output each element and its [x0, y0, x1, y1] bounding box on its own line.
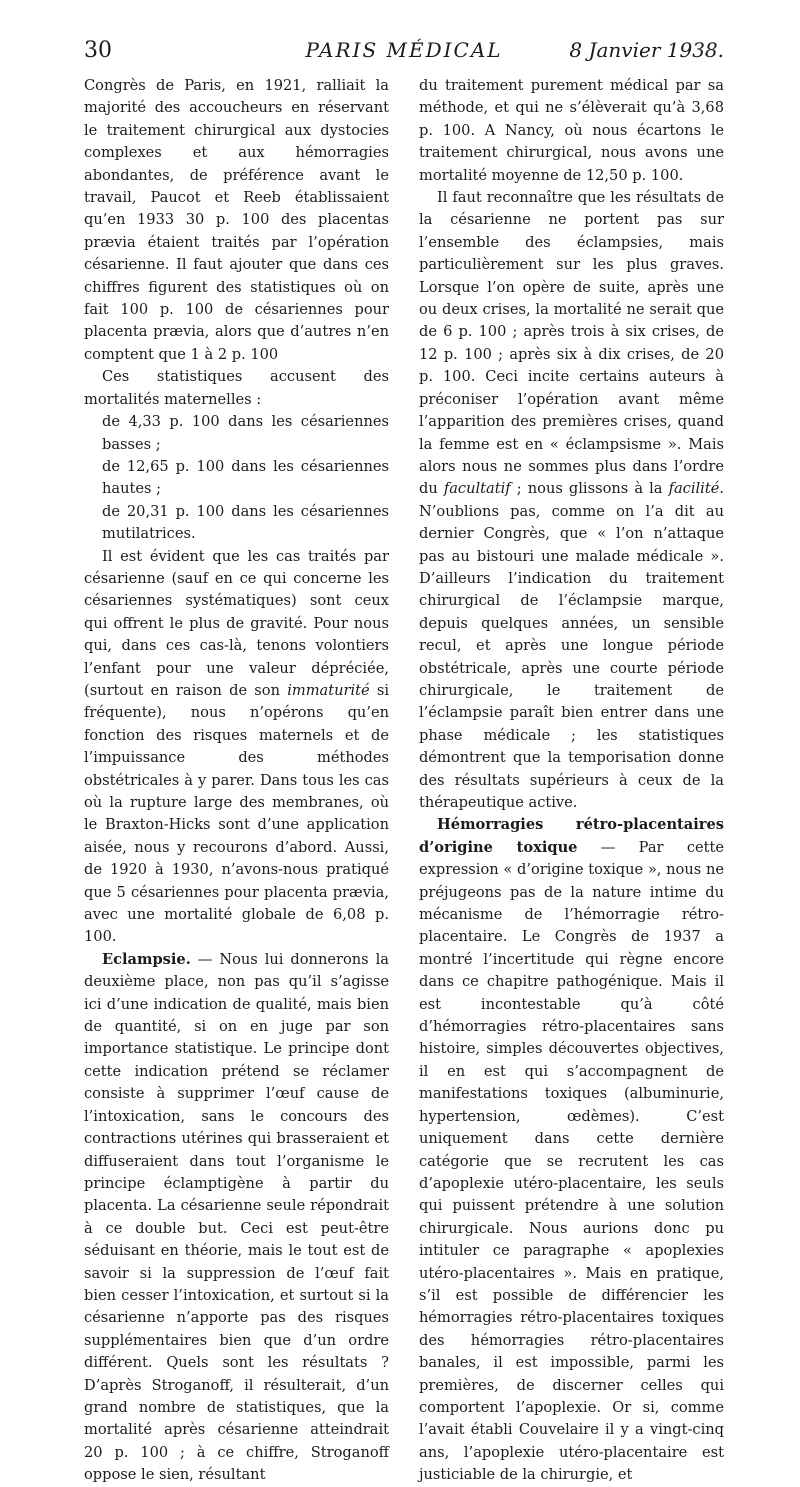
text-run: ; nous glissons à la: [510, 480, 669, 498]
emphasis-text: facilité: [668, 480, 720, 498]
list-item: de 12,65 p. 100 dans les césariennes hautes ;: [102, 457, 389, 498]
page-header: [84, 38, 724, 68]
text-run: Il faut reconnaître que les résultats de la césarienne ne portent pas sur l’ensemble des éclampsies, mais particulièrement sur les plus graves. Lorsque l’on opère de suite, après une ou deux crises, la mortalité ne serait que de 6 p. 100 ; après trois à six crises, de 12 p. 100 ; après six à dix crises, de 20 p. 100. Ceci incite certains auteurs à préconiser l’opération avant même l’apparition des premières crises, quand la femme est en « éclampsisme ». Mais alors nous ne sommes plus dans l’ordre du: [419, 189, 724, 498]
emphasis-text: facultatif: [443, 480, 511, 498]
section-paragraph: [84, 949, 389, 1487]
left-column: [84, 75, 389, 1487]
text-run: si fréquente), nous n’opérons qu’en fonction des risques maternels et de l’impuissance des méthodes obstétricales à y parer. Dans tous les cas où la rupture large des membranes, où le Braxton-Hicks sont d’une application aisée, nous y recourons d’abord. Aussi, de 1920 à 1930, n’avons-nous pratiqué que 5 césariennes pour placenta prævia, avec une mortalité globale de 6,08 p. 100.: [84, 681, 390, 946]
emphasis-text: immaturité: [287, 681, 370, 699]
section-heading: Eclampsie.: [102, 950, 191, 968]
text-run: . N’oublions pas, comme on l’a dit au dernier Congrès, que « l’on n’attaque pas au bistouri une malade médicale ». D’ailleurs l’indication du traitement chirurgical de l’éclampsie marque, depuis quelques années, un sensible recul, et après une longue période obstétricale, après une courte période chirurgicale, le traitement de l’éclampsie paraît bien entrer dans une phase médicale ; les statistiques démontrent que la temporisation donne des résultats supérieurs à ceux de la thérapeutique active.: [419, 480, 724, 811]
running-title: PARIS MÉDICAL: [305, 38, 503, 62]
list-item: de 20,31 p. 100 dans les césariennes mutilatrices.: [102, 502, 389, 543]
paragraph: Congrès de Paris, en 1921, ralliait la majorité des accoucheurs en réservant le traitement chirurgical aux dystocies complexes et aux hémorragies abondantes, de préférence avant le travail, Paucot et Reeb établissaient qu’en 1933 30 p. 100 des placentas prævia étaient traités par l’opération césarienne. Il faut ajouter que dans ces chiffres figurent des statistiques où on fait 100 p. 100 de césariennes pour placenta prævia, alors que d’autres n’en comptent que 1 à 2 p. 100: [84, 77, 389, 363]
right-column: [419, 75, 724, 1487]
paragraph: [84, 546, 389, 949]
list-item: de 4,33 p. 100 dans les césariennes basses ;: [102, 413, 389, 453]
issue-date: 8 Janvier 1938.: [569, 38, 724, 62]
page-number: 30: [84, 38, 112, 63]
text-run: Il est évident que les cas traités par césarienne (sauf en ce qui concerne les césariennes systématiques) sont ceux qui offrent le plus de gravité. Pour nous qui, dans ces cas-là, tenons volontiers l’enfant pour une valeur dépréciée, (surtout en raison de son: [84, 547, 389, 699]
section-heading: Hémorragies rétro-placentaires d’origine toxique: [419, 816, 724, 856]
paragraph: du traitement purement médical par sa méthode, et qui ne s’élèverait qu’à 3,68 p. 100. A Nancy, où nous écartons le traitement chirurgical, nous avons une mortalité moyenne de 12,50 p. 100.: [419, 77, 724, 184]
paragraph: Ces statistiques accusent des mortalités maternelles :: [84, 368, 389, 408]
paragraph: [419, 187, 724, 814]
text-run: — Par cette expression « d’origine toxique », nous ne préjugeons pas de la nature intime du mécanisme de l’hémorragie rétro-placentaire. Le Congrès de 1937 a montré l’incertitude qui règne encore dans ce chapitre pathogénique. Mais il est incontestable qu’à côté d’hémorragies rétro-placentaires sans histoire, simples découvertes objectives, il en est qui s’accompagnent de manifestations toxiques (albuminurie, hypertension, œdèmes). C’est uniquement dans cette dernière catégorie que se recrutent les cas d’apoplexie utéro-placentaire, les seuls qui puissent prétendre à une solution chirurgicale. Nous aurions donc pu intituler ce paragraphe « apoplexies utéro-placentaires ». Mais en pratique, s’il est possible de différencier les hémorragies rétro-placentaires toxiques des hémorragies rétro-placentaires banales, il est impossible, parmi les premières, de discerner celles qui comportent l’apoplexie. Or si, comme l’avait établi Couvelaire il y a vingt-cinq ans, l’apoplexie utéro-placentaire est justiciable de la chirurgie, et: [419, 838, 724, 1484]
text-run: — Nous lui donnerons la deuxième place, non pas qu’il s’agisse ici d’une indication de qualité, mais bien de quantité, si on en juge par son importance statistique. Le principe dont cette indication prétend se réclamer consiste à supprimer l’œuf cause de l’intoxication, sans le concours des contractions utérines qui brasseraient et diffuseraient dans tout l’organisme le principe éclamptigène à partir du placenta. La césarienne seule répondrait à ce double but. Ceci est peut-être séduisant en théorie, mais le tout est de savoir si la suppression de l’œuf fait bien cesser l’intoxication, et surtout si la césarienne n’apporte pas des risques supplémentaires bien que d’un ordre différent. Quels sont les résultats ? D’après Stroganoff, il résulterait, d’un grand nombre de statistiques, que la mortalité après césarienne atteindrait 20 p. 100 ; à ce chiffre, Stroganoff oppose le sien, résultant: [84, 950, 389, 1484]
section-paragraph: [419, 814, 724, 1486]
